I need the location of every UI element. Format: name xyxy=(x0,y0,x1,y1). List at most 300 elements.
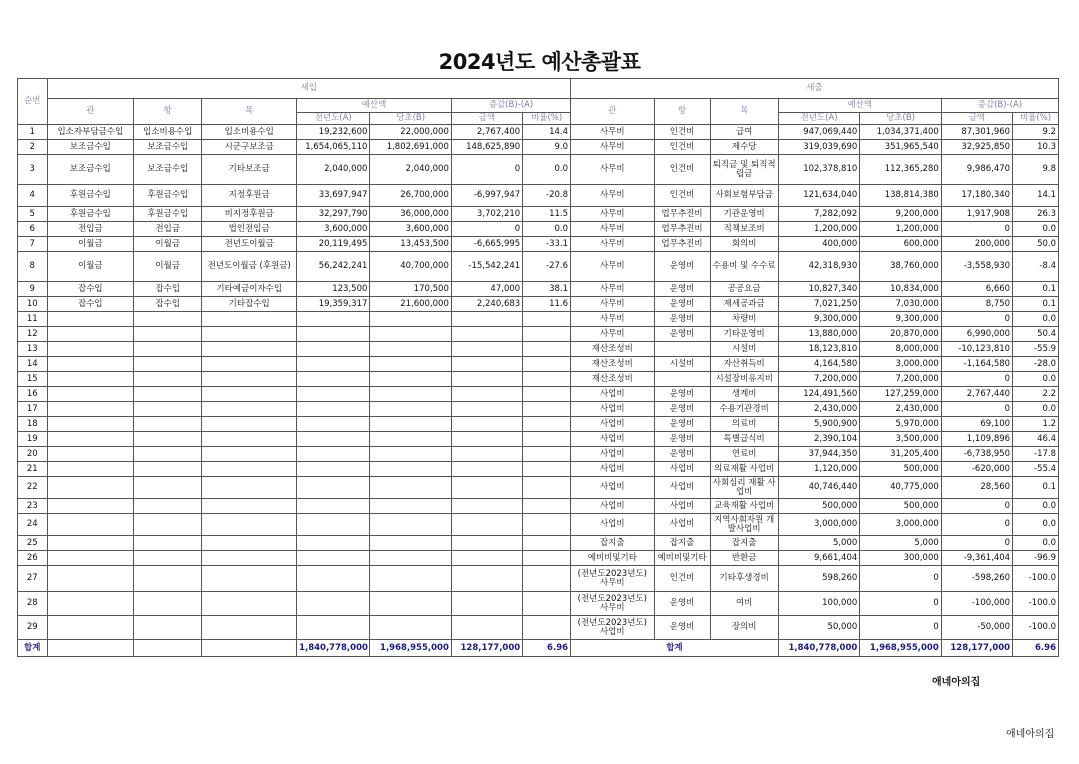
cell-seq: 5 xyxy=(18,207,48,222)
cell-income-mok: 전년도이월금 (후원금) xyxy=(202,252,297,282)
cell-expense-gwan: 재산조성비 xyxy=(571,342,655,357)
header-expense-gwan: 관 xyxy=(571,99,655,125)
cell-income-ratio xyxy=(523,417,571,432)
cell-seq: 29 xyxy=(18,616,48,640)
cell-income-prev xyxy=(297,327,370,342)
cell-income-amount xyxy=(451,616,522,640)
cell-expense-prev: 3,000,000 xyxy=(778,514,859,536)
cell-expense-prev: 102,378,810 xyxy=(778,155,859,185)
cell-income-hang: 잡수입 xyxy=(134,297,202,312)
cell-income-hang xyxy=(134,417,202,432)
cell-income-amount: 47,000 xyxy=(451,282,522,297)
cell-income-curr: 2,040,000 xyxy=(370,155,451,185)
cell-income-amount xyxy=(451,592,522,616)
cell-income-gwan xyxy=(47,402,134,417)
cell-expense-prev: 400,000 xyxy=(778,237,859,252)
cell-income-ratio: 0.0 xyxy=(523,222,571,237)
header-income-curr: 당초(B) xyxy=(370,113,451,125)
cell-income-amount: 0 xyxy=(451,222,522,237)
cell-income-gwan: 이월금 xyxy=(47,237,134,252)
cell-income-prev xyxy=(297,566,370,592)
cell-income-ratio xyxy=(523,592,571,616)
cell-expense-prev: 9,300,000 xyxy=(778,312,859,327)
cell-expense-amount: -100,000 xyxy=(941,592,1012,616)
cell-income-gwan: 후원금수입 xyxy=(47,207,134,222)
footer-org: 애네아의집 xyxy=(1006,729,1055,740)
cell-income-ratio: 0.0 xyxy=(523,155,571,185)
cell-expense-gwan: 사업비 xyxy=(571,417,655,432)
cell-expense-gwan: 사무비 xyxy=(571,155,655,185)
cell-income-prev xyxy=(297,462,370,477)
cell-expense-amount: 69,100 xyxy=(941,417,1012,432)
cell-expense-gwan: (전년도2023년도) 사무비 xyxy=(571,566,655,592)
cell-income-amount xyxy=(451,432,522,447)
table-row xyxy=(18,237,1059,252)
cell-income-prev: 3,600,000 xyxy=(297,222,370,237)
cell-seq: 17 xyxy=(18,402,48,417)
cell-income-amount xyxy=(451,327,522,342)
cell-expense-amount: 87,301,960 xyxy=(941,125,1012,140)
cell-expense-mok: 자산취득비 xyxy=(710,357,778,372)
cell-expense-prev: 50,000 xyxy=(778,616,859,640)
cell-income-amount xyxy=(451,372,522,387)
cell-income-ratio xyxy=(523,342,571,357)
cell-expense-gwan: 사업비 xyxy=(571,477,655,499)
cell-expense-curr: 7,030,000 xyxy=(860,297,941,312)
cell-income-hang: 이월금 xyxy=(134,252,202,282)
cell-expense-mok: 제세공과금 xyxy=(710,297,778,312)
cell-expense-hang: 잡지출 xyxy=(654,536,710,551)
cell-expense-curr: 0 xyxy=(860,616,941,640)
cell-expense-ratio: -100.0 xyxy=(1013,566,1059,592)
cell-income-hang xyxy=(134,447,202,462)
cell-expense-mok: 기관운영비 xyxy=(710,207,778,222)
cell-income-curr xyxy=(370,432,451,447)
cell-income-amount: 148,625,890 xyxy=(451,140,522,155)
table-row xyxy=(18,447,1059,462)
cell-income-amount: 0 xyxy=(451,155,522,185)
table-row xyxy=(18,185,1059,207)
cell-expense-ratio: 0.0 xyxy=(1013,222,1059,237)
cell-expense-amount: -1,164,580 xyxy=(941,357,1012,372)
cell-income-curr xyxy=(370,551,451,566)
cell-expense-gwan: 사업비 xyxy=(571,462,655,477)
cell-expense-curr: 2,430,000 xyxy=(860,402,941,417)
cell-expense-ratio: -55.4 xyxy=(1013,462,1059,477)
cell-income-gwan xyxy=(47,536,134,551)
cell-income-gwan: 보조금수입 xyxy=(47,140,134,155)
cell-expense-mok: 기타후생경비 xyxy=(710,566,778,592)
cell-income-prev xyxy=(297,499,370,514)
cell-expense-gwan: 사무비 xyxy=(571,237,655,252)
cell-expense-amount: 1,917,908 xyxy=(941,207,1012,222)
header-expense-budget: 예산액 xyxy=(778,99,941,113)
cell-income-curr xyxy=(370,536,451,551)
cell-income-amount: -6,665,995 xyxy=(451,237,522,252)
header-income-prev: 전년도(A) xyxy=(297,113,370,125)
cell-expense-gwan: 사무비 xyxy=(571,207,655,222)
cell-expense-hang: 업무추진비 xyxy=(654,222,710,237)
cell-expense-curr: 3,500,000 xyxy=(860,432,941,447)
cell-income-mok xyxy=(202,514,297,536)
cell-income-curr xyxy=(370,514,451,536)
table-row xyxy=(18,499,1059,514)
cell-expense-curr: 0 xyxy=(860,592,941,616)
cell-expense-amount: 32,925,850 xyxy=(941,140,1012,155)
cell-income-curr xyxy=(370,372,451,387)
header-income-hang: 항 xyxy=(134,99,202,125)
cell-income-amount xyxy=(451,447,522,462)
cell-income-amount xyxy=(451,402,522,417)
cell-expense-hang: 운영비 xyxy=(654,387,710,402)
cell-expense-curr: 5,000 xyxy=(860,536,941,551)
cell-seq: 24 xyxy=(18,514,48,536)
table-row xyxy=(18,282,1059,297)
cell-expense-curr: 112,365,280 xyxy=(860,155,941,185)
cell-income-ratio xyxy=(523,357,571,372)
cell-expense-hang xyxy=(654,372,710,387)
cell-expense-mok: 급여 xyxy=(710,125,778,140)
cell-income-gwan xyxy=(47,357,134,372)
cell-income-mok xyxy=(202,462,297,477)
cell-income-curr xyxy=(370,312,451,327)
cell-expense-gwan: (전년도2023년도) 사무비 xyxy=(571,592,655,616)
total-income-amount: 128,177,000 xyxy=(451,640,522,657)
cell-expense-amount: 6,660 xyxy=(941,282,1012,297)
cell-seq: 27 xyxy=(18,566,48,592)
cell-expense-amount: -620,000 xyxy=(941,462,1012,477)
cell-expense-hang: 운영비 xyxy=(654,592,710,616)
header-expense: 세출 xyxy=(571,79,1059,99)
header-income-ratio: 비율(%) xyxy=(523,113,571,125)
cell-seq: 23 xyxy=(18,499,48,514)
cell-expense-gwan: 사업비 xyxy=(571,514,655,536)
cell-expense-gwan: 사무비 xyxy=(571,222,655,237)
cell-expense-hang: 운영비 xyxy=(654,312,710,327)
cell-expense-gwan: 사무비 xyxy=(571,327,655,342)
cell-income-amount xyxy=(451,357,522,372)
cell-expense-curr: 3,000,000 xyxy=(860,514,941,536)
cell-expense-prev: 124,491,560 xyxy=(778,387,859,402)
cell-income-gwan xyxy=(47,372,134,387)
cell-income-curr: 1,802,691,000 xyxy=(370,140,451,155)
cell-income-gwan xyxy=(47,592,134,616)
table-total xyxy=(18,640,1059,657)
cell-expense-mok: 교육재활 사업비 xyxy=(710,499,778,514)
cell-income-gwan xyxy=(47,447,134,462)
cell-expense-hang: 인건비 xyxy=(654,155,710,185)
cell-seq: 9 xyxy=(18,282,48,297)
total-label: 합계 xyxy=(18,640,48,657)
cell-income-amount xyxy=(451,514,522,536)
table-row xyxy=(18,252,1059,282)
cell-income-mok xyxy=(202,432,297,447)
cell-expense-prev: 121,634,040 xyxy=(778,185,859,207)
cell-income-gwan: 전입금 xyxy=(47,222,134,237)
cell-income-amount xyxy=(451,312,522,327)
cell-income-gwan xyxy=(47,514,134,536)
cell-income-ratio: 38.1 xyxy=(523,282,571,297)
cell-expense-ratio: 0.0 xyxy=(1013,402,1059,417)
cell-expense-prev: 7,021,250 xyxy=(778,297,859,312)
cell-expense-gwan: 사무비 xyxy=(571,185,655,207)
cell-expense-gwan: 사무비 xyxy=(571,312,655,327)
cell-income-amount: 2,767,400 xyxy=(451,125,522,140)
cell-expense-gwan: 사업비 xyxy=(571,402,655,417)
cell-income-gwan xyxy=(47,499,134,514)
cell-seq: 1 xyxy=(18,125,48,140)
cell-income-ratio xyxy=(523,372,571,387)
cell-income-prev xyxy=(297,312,370,327)
cell-income-ratio xyxy=(523,566,571,592)
cell-expense-gwan: 사업비 xyxy=(571,499,655,514)
cell-income-curr xyxy=(370,592,451,616)
cell-seq: 22 xyxy=(18,477,48,499)
cell-expense-hang: 운영비 xyxy=(654,432,710,447)
cell-expense-mok: 반환금 xyxy=(710,551,778,566)
cell-expense-prev: 5,000 xyxy=(778,536,859,551)
cell-expense-amount: 0 xyxy=(941,372,1012,387)
cell-expense-hang: 예비비및기타 xyxy=(654,551,710,566)
cell-income-hang xyxy=(134,357,202,372)
cell-income-amount xyxy=(451,477,522,499)
cell-seq: 12 xyxy=(18,327,48,342)
cell-expense-mok: 수용기관경비 xyxy=(710,402,778,417)
table-row xyxy=(18,357,1059,372)
cell-expense-ratio: 0.1 xyxy=(1013,477,1059,499)
cell-expense-prev: 9,661,404 xyxy=(778,551,859,566)
cell-expense-ratio: 9.8 xyxy=(1013,155,1059,185)
table-row xyxy=(18,417,1059,432)
cell-expense-prev: 5,900,900 xyxy=(778,417,859,432)
table-row xyxy=(18,222,1059,237)
cell-income-prev xyxy=(297,357,370,372)
cell-income-curr xyxy=(370,387,451,402)
cell-income-curr xyxy=(370,566,451,592)
cell-income-mok xyxy=(202,327,297,342)
cell-expense-ratio: 50.4 xyxy=(1013,327,1059,342)
cell-income-gwan xyxy=(47,477,134,499)
cell-seq: 7 xyxy=(18,237,48,252)
cell-income-ratio xyxy=(523,312,571,327)
cell-expense-ratio: 0.0 xyxy=(1013,499,1059,514)
cell-income-mok: 기타보조금 xyxy=(202,155,297,185)
cell-income-amount xyxy=(451,499,522,514)
cell-expense-curr: 3,000,000 xyxy=(860,357,941,372)
cell-expense-hang xyxy=(654,342,710,357)
cell-expense-ratio: -100.0 xyxy=(1013,592,1059,616)
table-row xyxy=(18,462,1059,477)
cell-income-hang xyxy=(134,566,202,592)
cell-income-hang: 후원금수입 xyxy=(134,185,202,207)
cell-income-hang: 보조금수입 xyxy=(134,155,202,185)
cell-expense-gwan: 사무비 xyxy=(571,297,655,312)
cell-expense-mok: 회의비 xyxy=(710,237,778,252)
cell-expense-ratio: -17.8 xyxy=(1013,447,1059,462)
cell-expense-gwan: 사무비 xyxy=(571,282,655,297)
cell-income-prev xyxy=(297,447,370,462)
cell-income-amount xyxy=(451,566,522,592)
cell-expense-gwan: 사무비 xyxy=(571,252,655,282)
cell-expense-amount: 0 xyxy=(941,514,1012,536)
cell-expense-mok: 의료비 xyxy=(710,417,778,432)
cell-income-ratio: 11.6 xyxy=(523,297,571,312)
cell-expense-hang: 사업비 xyxy=(654,499,710,514)
header-expense-ratio: 비율(%) xyxy=(1013,113,1059,125)
cell-expense-curr: 1,200,000 xyxy=(860,222,941,237)
cell-income-hang xyxy=(134,462,202,477)
table-row xyxy=(18,125,1059,140)
cell-income-ratio: -27.6 xyxy=(523,252,571,282)
cell-expense-amount: 8,750 xyxy=(941,297,1012,312)
cell-expense-ratio: 50.0 xyxy=(1013,237,1059,252)
cell-expense-mok: 제수당 xyxy=(710,140,778,155)
cell-income-prev: 32,297,790 xyxy=(297,207,370,222)
cell-income-mok: 법인전입금 xyxy=(202,222,297,237)
cell-expense-prev: 4,164,580 xyxy=(778,357,859,372)
cell-income-mok: 지정후원금 xyxy=(202,185,297,207)
cell-expense-gwan: 사업비 xyxy=(571,447,655,462)
cell-expense-amount: 0 xyxy=(941,312,1012,327)
cell-expense-hang: 운영비 xyxy=(654,327,710,342)
cell-income-curr xyxy=(370,417,451,432)
cell-seq: 21 xyxy=(18,462,48,477)
cell-income-curr: 170,500 xyxy=(370,282,451,297)
cell-expense-ratio: 0.0 xyxy=(1013,372,1059,387)
total-income-ratio: 6.96 xyxy=(523,640,571,657)
cell-income-amount xyxy=(451,536,522,551)
total-expense-prev: 1,840,778,000 xyxy=(778,640,859,657)
header-income: 세입 xyxy=(47,79,571,99)
cell-expense-ratio: -8.4 xyxy=(1013,252,1059,282)
cell-seq: 4 xyxy=(18,185,48,207)
cell-seq: 13 xyxy=(18,342,48,357)
cell-expense-gwan: 예비비및기타 xyxy=(571,551,655,566)
table-row xyxy=(18,312,1059,327)
cell-expense-gwan: 사업비 xyxy=(571,387,655,402)
cell-seq: 15 xyxy=(18,372,48,387)
header-income-gwan: 관 xyxy=(47,99,134,125)
cell-expense-curr: 1,034,371,400 xyxy=(860,125,941,140)
cell-expense-hang: 운영비 xyxy=(654,417,710,432)
header-expense-hang: 항 xyxy=(654,99,710,125)
cell-expense-mok: 시설비 xyxy=(710,342,778,357)
cell-expense-curr: 38,760,000 xyxy=(860,252,941,282)
cell-expense-ratio: -96.9 xyxy=(1013,551,1059,566)
table-row xyxy=(18,514,1059,536)
cell-expense-ratio: 0.1 xyxy=(1013,282,1059,297)
cell-income-hang xyxy=(134,499,202,514)
table-row xyxy=(18,402,1059,417)
cell-expense-curr: 10,834,000 xyxy=(860,282,941,297)
cell-income-amount xyxy=(451,551,522,566)
cell-income-gwan: 잡수입 xyxy=(47,297,134,312)
cell-income-mok xyxy=(202,417,297,432)
cell-seq: 8 xyxy=(18,252,48,282)
cell-expense-curr: 0 xyxy=(860,566,941,592)
cell-income-amount xyxy=(451,342,522,357)
table-row xyxy=(18,387,1059,402)
cell-income-curr xyxy=(370,447,451,462)
total-expense-curr: 1,968,955,000 xyxy=(860,640,941,657)
cell-expense-amount: 1,109,896 xyxy=(941,432,1012,447)
table-row xyxy=(18,140,1059,155)
table-row xyxy=(18,566,1059,592)
table-row xyxy=(18,207,1059,222)
table-row xyxy=(18,432,1059,447)
cell-income-curr xyxy=(370,499,451,514)
header-income-diff: 증감(B)-(A) xyxy=(451,99,570,113)
cell-expense-mok: 차량비 xyxy=(710,312,778,327)
footer-org-bold: 애네아의집 xyxy=(932,677,981,688)
cell-expense-ratio: 0.0 xyxy=(1013,536,1059,551)
cell-income-gwan xyxy=(47,312,134,327)
cell-income-mok: 기타예금이자수입 xyxy=(202,282,297,297)
cell-expense-curr: 500,000 xyxy=(860,499,941,514)
cell-income-curr: 22,000,000 xyxy=(370,125,451,140)
cell-income-amount xyxy=(451,387,522,402)
cell-expense-ratio: 2.2 xyxy=(1013,387,1059,402)
cell-expense-curr: 600,000 xyxy=(860,237,941,252)
total-expense-ratio: 6.96 xyxy=(1013,640,1059,657)
header-income-mok: 목 xyxy=(202,99,297,125)
cell-expense-gwan: 잡지출 xyxy=(571,536,655,551)
cell-expense-gwan: 사무비 xyxy=(571,140,655,155)
cell-income-mok: 비지정후원금 xyxy=(202,207,297,222)
cell-income-mok xyxy=(202,536,297,551)
cell-income-ratio xyxy=(523,514,571,536)
cell-expense-amount: 0 xyxy=(941,402,1012,417)
cell-expense-ratio: -55.9 xyxy=(1013,342,1059,357)
total-expense-amount: 128,177,000 xyxy=(941,640,1012,657)
cell-income-hang xyxy=(134,402,202,417)
cell-income-mok xyxy=(202,342,297,357)
header-expense-mok: 목 xyxy=(710,99,778,125)
cell-income-mok xyxy=(202,616,297,640)
cell-expense-mok: 시설장비유지비 xyxy=(710,372,778,387)
header-seq: 순번 xyxy=(18,79,48,125)
cell-income-curr: 13,453,500 xyxy=(370,237,451,252)
cell-income-amount xyxy=(451,417,522,432)
cell-seq: 26 xyxy=(18,551,48,566)
cell-expense-prev: 10,827,340 xyxy=(778,282,859,297)
cell-income-gwan xyxy=(47,342,134,357)
cell-income-hang xyxy=(134,372,202,387)
cell-expense-hang: 인건비 xyxy=(654,566,710,592)
cell-income-hang xyxy=(134,432,202,447)
cell-income-curr xyxy=(370,327,451,342)
cell-income-ratio xyxy=(523,387,571,402)
cell-income-mok xyxy=(202,499,297,514)
cell-expense-prev: 319,039,690 xyxy=(778,140,859,155)
header-expense-prev: 전년도(A) xyxy=(778,113,859,125)
cell-income-ratio xyxy=(523,432,571,447)
cell-seq: 14 xyxy=(18,357,48,372)
cell-income-mok xyxy=(202,312,297,327)
cell-expense-amount: 2,767,440 xyxy=(941,387,1012,402)
cell-income-prev xyxy=(297,616,370,640)
cell-expense-mok: 퇴직금 및 퇴직적립금 xyxy=(710,155,778,185)
cell-expense-mok: 장의비 xyxy=(710,616,778,640)
cell-income-gwan: 입소자부담금수입 xyxy=(47,125,134,140)
cell-income-prev: 2,040,000 xyxy=(297,155,370,185)
cell-income-ratio xyxy=(523,327,571,342)
cell-income-prev: 1,654,065,110 xyxy=(297,140,370,155)
cell-income-amount: -15,542,241 xyxy=(451,252,522,282)
cell-seq: 11 xyxy=(18,312,48,327)
header-expense-diff: 증감(B)-(A) xyxy=(941,99,1058,113)
cell-income-prev: 19,232,600 xyxy=(297,125,370,140)
